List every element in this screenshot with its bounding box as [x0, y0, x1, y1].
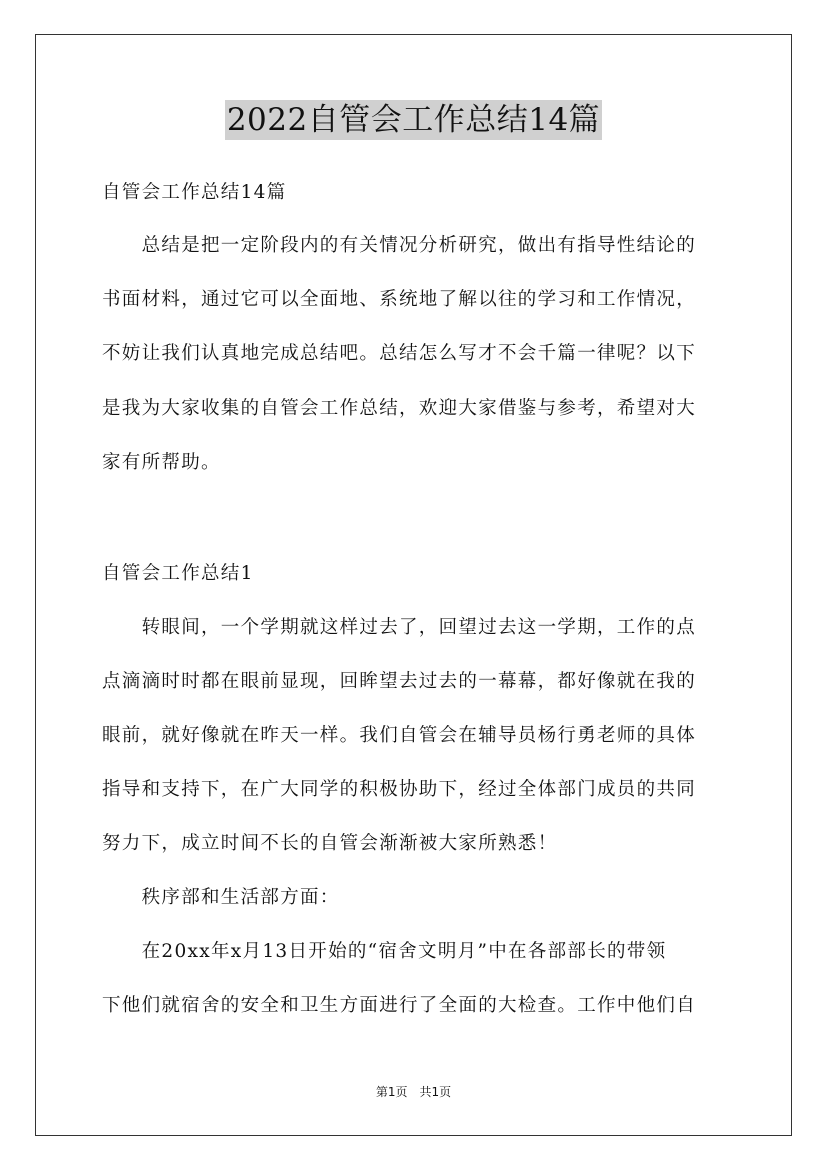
paragraph-line: 总结是把一定阶段内的有关情况分析研究，做出有指导性结论的 [102, 235, 697, 256]
paragraph-line: 是我为大家收集的自管会工作总结，欢迎大家借鉴与参考，希望对大 [102, 398, 697, 419]
paragraph-line: 指导和支持下，在广大同学的积极协助下，经过全体部门成员的共同 [102, 779, 697, 800]
paragraph-line: 不妨让我们认真地完成总结吧。总结怎么写才不会千篇一律呢？以下 [102, 343, 697, 364]
section-heading: 自管会工作总结1 [102, 563, 254, 584]
paragraph-line: 书面材料，通过它可以全面地、系统地了解以往的学习和工作情况， [102, 289, 697, 310]
title-container [0, 100, 827, 140]
paragraph-line: 下他们就宿舍的安全和卫生方面进行了全面的大检查。工作中他们自 [102, 995, 697, 1016]
doc-subtitle: 自管会工作总结14篇 [102, 182, 287, 203]
paragraph-line: 在20xx年x月13日开始的“宿舍文明月”中在各部部长的带领 [102, 941, 667, 962]
paragraph-line: 努力下，成立时间不长的自管会渐渐被大家所熟悉！ [102, 833, 558, 854]
paragraph-line: 转眼间，一个学期就这样过去了，回望过去这一学期，工作的点 [102, 617, 697, 638]
page-footer: 第1页 共1页 [375, 1085, 452, 1099]
paragraph-line: 眼前，就好像就在昨天一样。我们自管会在辅导员杨行勇老师的具体 [102, 725, 697, 746]
paragraph-line: 家有所帮助。 [102, 452, 221, 473]
paragraph-line: 秩序部和生活部方面： [102, 887, 340, 908]
paragraph-line: 点滴滴时时都在眼前显现，回眸望去过去的一幕幕，都好像就在我的 [102, 671, 697, 692]
document-title: 2022自管会工作总结14篇 [226, 102, 601, 138]
